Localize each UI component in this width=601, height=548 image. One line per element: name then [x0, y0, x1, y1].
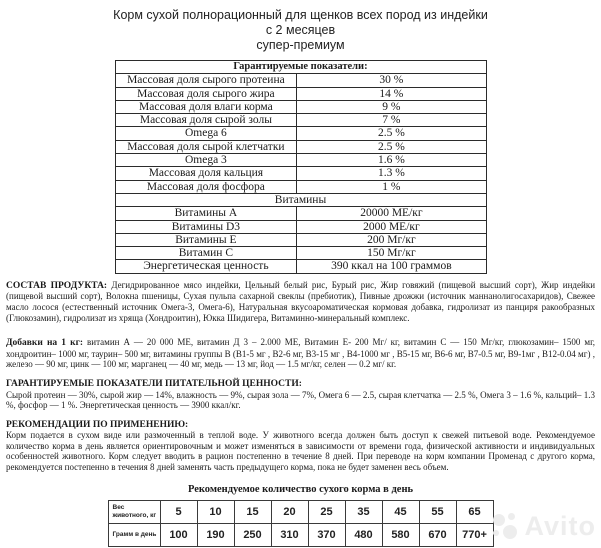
vitamins-section-header: Витамины: [115, 193, 486, 206]
product-spec-document: [0, 8, 601, 548]
vitamins-header-row: [115, 193, 486, 206]
grams-cell: 310: [271, 523, 308, 546]
table-row: [115, 207, 486, 220]
document-title: [0, 8, 601, 53]
additives-heading: Добавки на 1 кг:: [6, 338, 84, 349]
weight-cell: 15: [234, 500, 271, 523]
recommendations-text: Корм подается в сухом виде или размоченный в теплой воде. У животного всегда должен быть доступ к свежей питьевой воде. Рекомендуемое количество корма в день является ориентировочным и может изменяться в зависимости от времени года, физической активности и индивидуальных особенностей животного. Корм следует вводить в рацион постепенно в течение 8 дней. При переводе на корм компании Променад с другого корма, рекомендуется постепенно в течения 8 дней заменять часть предыдущего корма, пока не будет заменен весь объем.: [6, 430, 595, 473]
spec-value: 390 ккал на 100 граммов: [297, 260, 486, 273]
spec-label: Массовая доля фосфора: [115, 180, 297, 193]
grams-cell: 250: [234, 523, 271, 546]
spec-label: Энергетическая ценность: [115, 260, 297, 273]
spec-value: 2.5 %: [297, 140, 486, 153]
guaranteed-indicators-table: [115, 60, 487, 274]
spec-value: 1 %: [297, 180, 486, 193]
spec-label: Omega 3: [115, 154, 297, 167]
spec-value: 9 %: [297, 100, 486, 113]
grams-cell: 100: [160, 523, 197, 546]
spec-label: Витамин С: [115, 247, 297, 260]
spec-label: Массовая доля сырого протеина: [115, 74, 297, 87]
table-row: [115, 233, 486, 246]
title-line-2: с 2 месяцев: [265, 23, 336, 37]
weight-cell: 10: [197, 500, 234, 523]
table-row: [115, 127, 486, 140]
spec-value: 30 %: [297, 74, 486, 87]
composition-text: Дегидрированное мясо индейки, Цельный белый рис, Бурый рис, Жир говяжий (пищевой высший сорт), Жир индейки (пищевой высший сорт), Волокна пшеницы, Сухая пульпа сахарной свеклы (пребиотик), Пивные дрожжи (источник маннанолигосахаридов), Свежее масло лосося (естественный источник Омега-3, Омега-6), Натуральная вкусоароматическая кормовая добавка, гидролизат из панциря ракообразных (Глюкозамин), гидролизат из хряща (Хондроитин), Юкка Шидигера, Витаминно-минеральный комплекс.: [6, 279, 596, 323]
weight-cell: 45: [382, 500, 419, 523]
weight-cell: 25: [308, 500, 345, 523]
nutrition-text: Сырой протеин — 30%, сырой жир — 14%, влажность — 9%, сырая зола — 7%, Омега 6 — 2.5, сырая клетчатка — 2.5 %, Омега 3 – 1.6 %, кальций– 1.3 %, фосфор — 1 %. Энергетическая ценность — 3900 ккал/кг.: [6, 389, 595, 411]
avito-logo-icon: [493, 513, 521, 541]
additives-text: витамин А — 20 000 МЕ, витамин Д 3 – 2.000 МЕ, Витамин Е- 200 Мг/ кг, витамин С — 150 Мг/кг, глюкозамин– 1500 мг, хондроитин– 1000 мг, таурин– 500 мг, витамины группы В (В1-5 мг , В2-6 мг, В3-15 мг , В4-1000 мг , В5-15 мг, В6-6 мг, В7-0.5 мг, В9-1мг , В12-0.04 мг) , железо — 90 мг, цинк — 100 мг, марганец — 40 мг, медь — 13 мг, йод — 1.5 мг/кг, селен — 0.2 мг/ кг.: [6, 337, 596, 370]
table-row: [115, 220, 486, 233]
title-line-1: Корм сухой полнорационный для щенков всех пород из индейки: [113, 8, 488, 22]
spec-value: 2.5 %: [297, 127, 486, 140]
nutrition-heading: ГАРАНТИРУЕМЫЕ ПОКАЗАТЕЛИ ПИТАТЕЛЬНОЙ ЦЕННОСТИ:: [6, 378, 302, 389]
grams-cell: 670: [419, 523, 456, 546]
spec-label: Omega 6: [115, 127, 297, 140]
grams-cell: 580: [382, 523, 419, 546]
composition-paragraph: [6, 280, 595, 323]
table-row: [115, 180, 486, 193]
grams-cell: 370: [308, 523, 345, 546]
energy-row: [115, 260, 486, 273]
grams-cell: 480: [345, 523, 382, 546]
grams-row-label: Грамм в день: [108, 523, 160, 546]
table-row: [115, 167, 486, 180]
weight-cell: 5: [160, 500, 197, 523]
recommendations-heading: РЕКОМЕНДАЦИИ ПО ПРИМЕНЕНИЮ:: [6, 419, 189, 430]
table-header-row: [115, 61, 486, 74]
grams-row: [108, 523, 493, 546]
feeding-table-title: Рекомендуемое количество сухого корма в день: [187, 483, 414, 495]
spec-value: 2000 МЕ/кг: [297, 220, 486, 233]
weights-row: [108, 500, 493, 523]
weight-cell: 35: [345, 500, 382, 523]
spec-label: Массовая доля кальция: [115, 167, 297, 180]
spec-label: Массовая доля сырой золы: [115, 114, 297, 127]
spec-label: Витамины Е: [115, 233, 297, 246]
table-row: [115, 74, 486, 87]
table-row: [115, 140, 486, 153]
spec-value: 200 Мг/кг: [297, 233, 486, 246]
table-row: [115, 114, 486, 127]
document-body-text: [6, 280, 595, 473]
spec-table-header: Гарантируемые показатели:: [115, 61, 486, 74]
weight-cell: 65: [456, 500, 493, 523]
weight-row-label: Вес животного, кг: [108, 500, 160, 523]
avito-brand-text: Avito: [524, 511, 596, 541]
spec-value: 7 %: [297, 114, 486, 127]
table-row: [115, 87, 486, 100]
weight-cell: 55: [419, 500, 456, 523]
title-line-3: супер-премиум: [256, 38, 345, 52]
composition-heading: СОСТАВ ПРОДУКТА:: [6, 280, 108, 291]
spec-label: Массовая доля сырого жира: [115, 87, 297, 100]
spec-label: Массовая доля сырой клетчатки: [115, 140, 297, 153]
spec-label: Витамины D3: [115, 220, 297, 233]
table-row: [115, 100, 486, 113]
spec-label: Массовая доля влаги корма: [115, 100, 297, 113]
spec-value: 20000 МЕ/кг: [297, 207, 486, 220]
spec-value: 1.6 %: [297, 154, 486, 167]
spec-value: 150 Мг/кг: [297, 247, 486, 260]
additives-paragraph: [6, 337, 595, 370]
grams-cell: 190: [197, 523, 234, 546]
table-row: [115, 154, 486, 167]
weight-cell: 20: [271, 500, 308, 523]
spec-label: Витамины А: [115, 207, 297, 220]
spec-value: 1.3 %: [297, 167, 486, 180]
spec-value: 14 %: [297, 87, 486, 100]
grams-cell: 770+: [456, 523, 493, 546]
table-row: [115, 247, 486, 260]
avito-watermark: [493, 511, 597, 542]
